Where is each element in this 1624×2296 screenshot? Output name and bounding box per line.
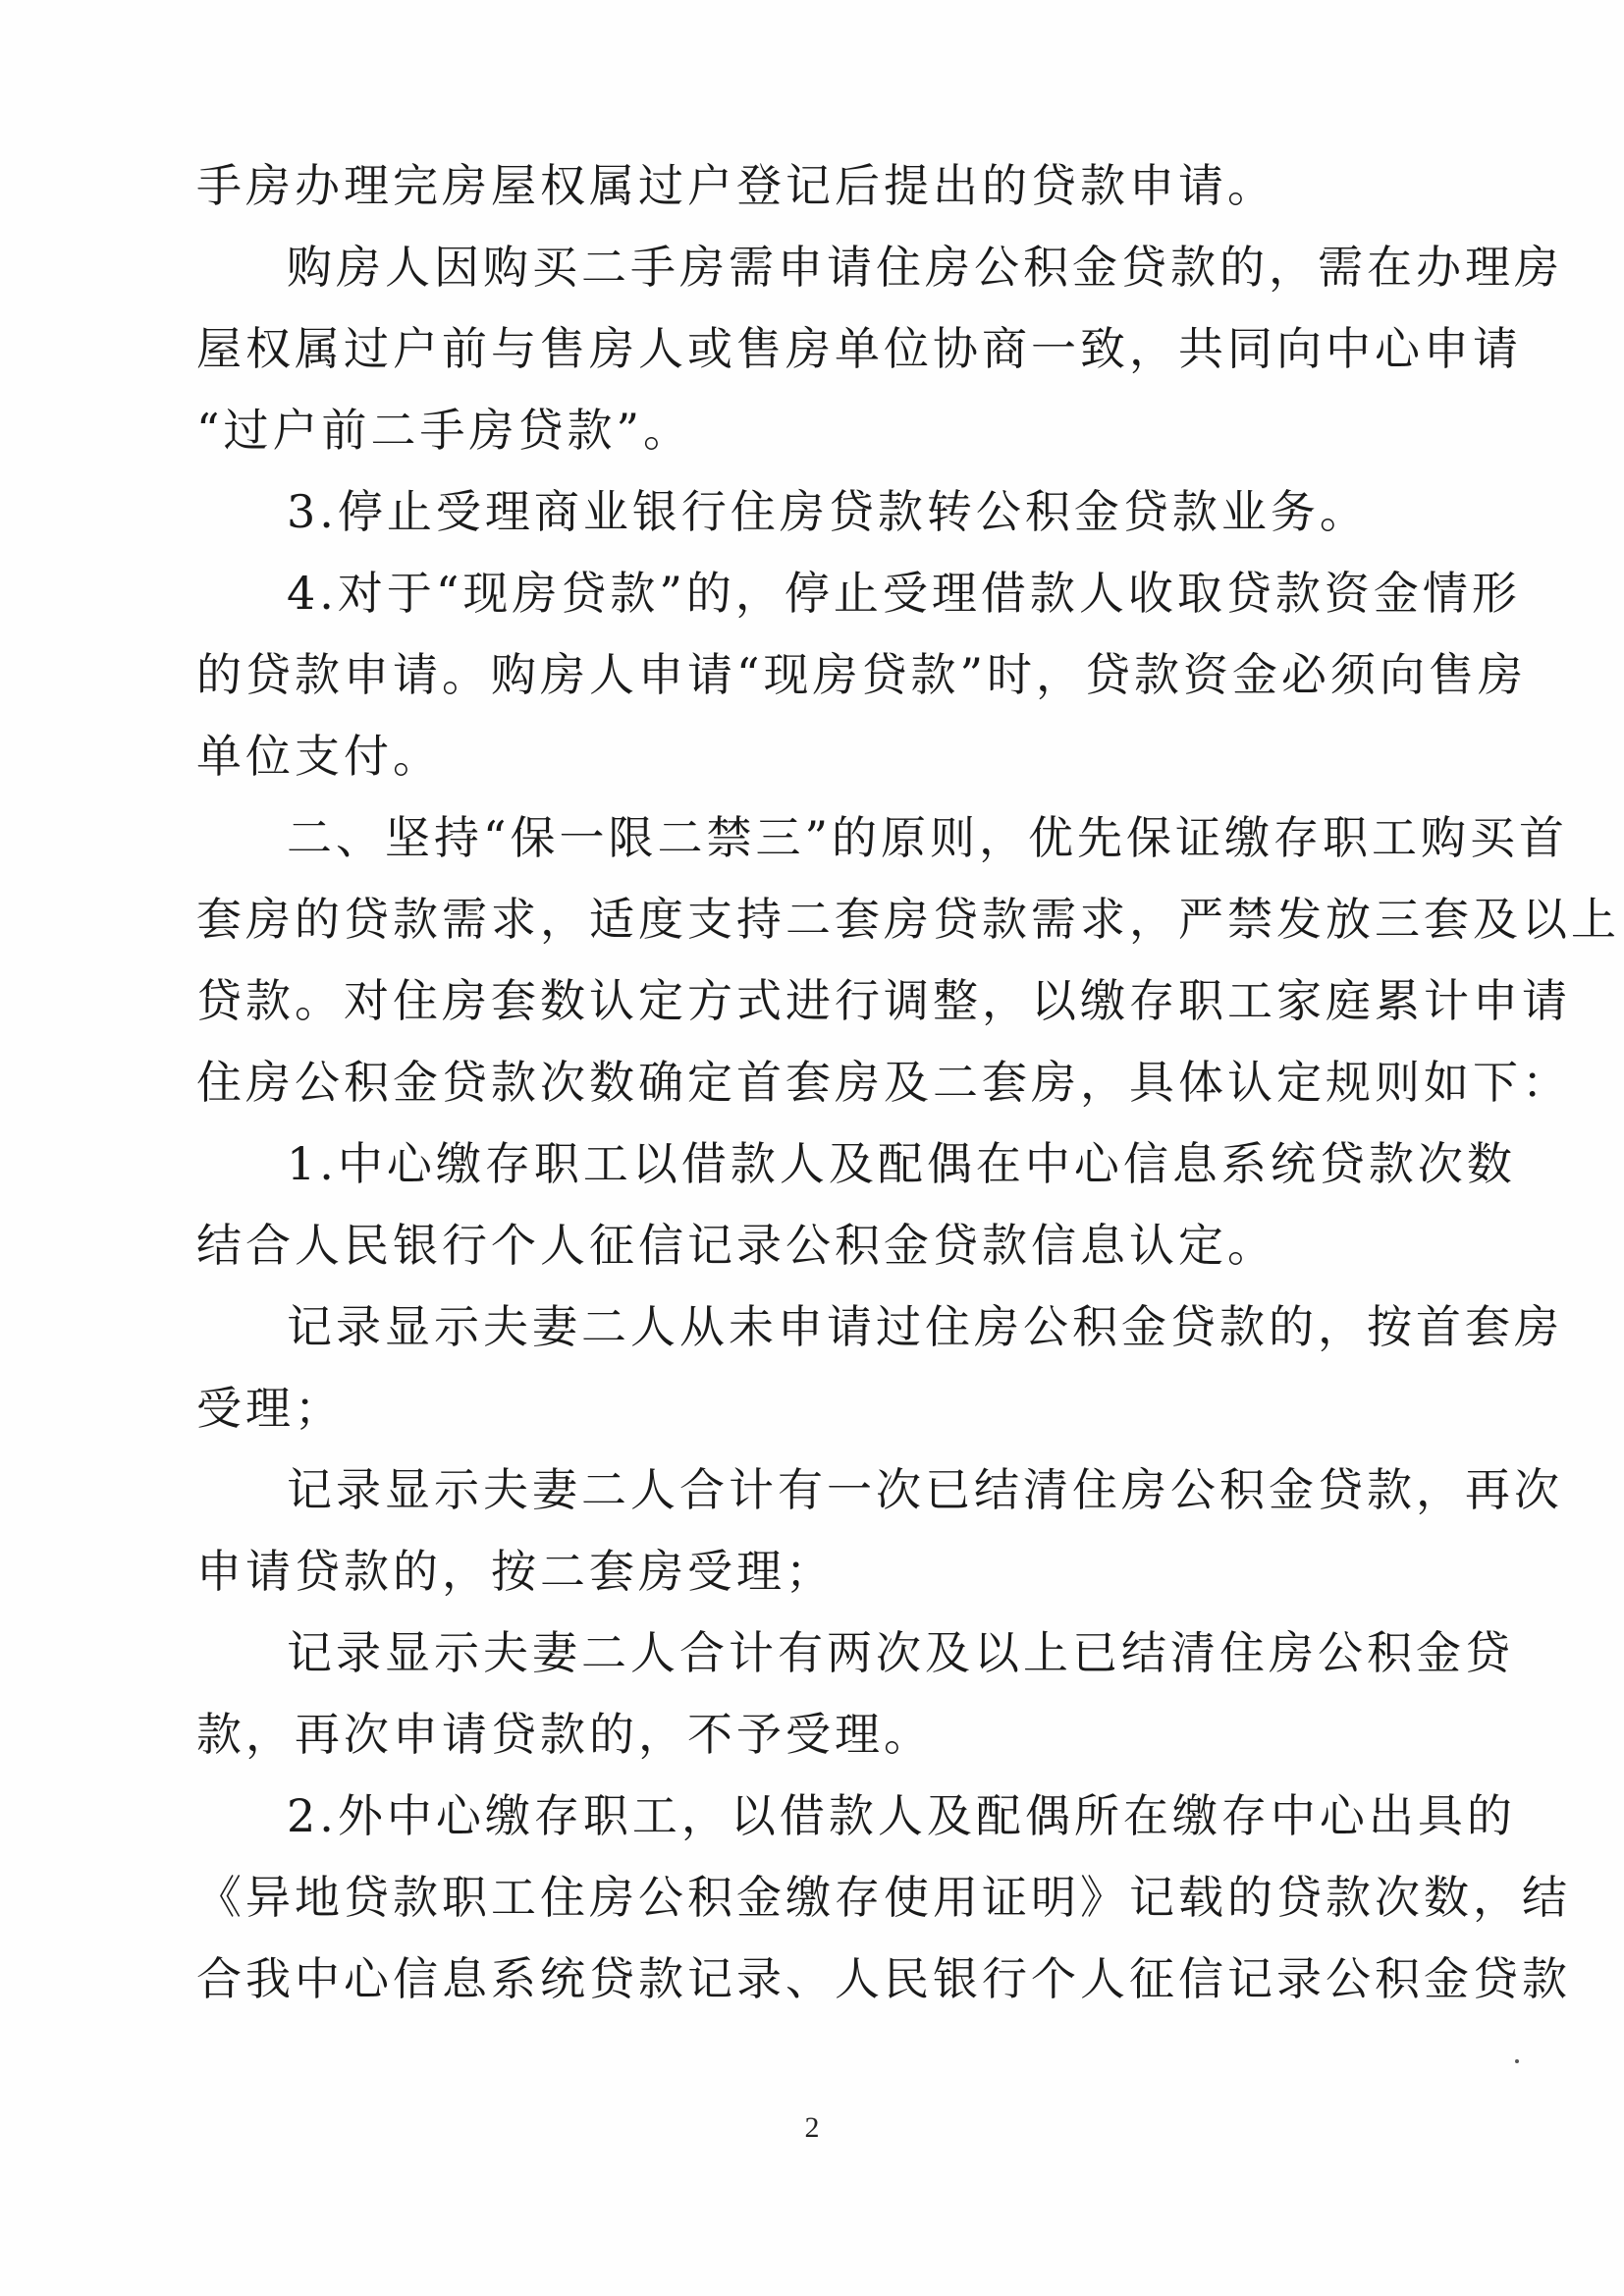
page-number: 2	[804, 2111, 820, 2144]
text-line: 款，再次申请贷款的，不予受理。	[196, 1708, 933, 1761]
body-text	[196, 145, 1620, 2020]
text-line: 《异地贷款职工住房公积金缴存使用证明》记载的贷款次数，结	[196, 1871, 1571, 1924]
text-line: “过户前二手房贷款”。	[196, 404, 693, 457]
text-line: 的贷款申请。购房人申请“现房贷款”时，贷款资金必须向售房	[196, 648, 1528, 701]
text-line: 住房公积金贷款次数确定首套房及二套房，具体认定规则如下：	[196, 1056, 1571, 1109]
text-line: 结合人民银行个人征信记录公积金贷款信息认定。	[196, 1219, 1276, 1272]
text-line: 贷款。对住房套数认定方式进行调整，以缴存职工家庭累计申请	[196, 974, 1571, 1027]
text-line: 1.中心缴存职工以借款人及配偶在中心信息系统贷款次数	[287, 1137, 1516, 1190]
text-line: 套房的贷款需求，适度支持二套房贷款需求，严禁发放三套及以上	[196, 893, 1620, 946]
text-line: 单位支付。	[196, 730, 442, 783]
text-line: 4.对于“现房贷款”的，停止受理借款人收取贷款资金情形	[287, 567, 1521, 620]
text-line: 记录显示夫妻二人从未申请过住房公积金贷款的，按首套房	[287, 1300, 1563, 1353]
text-line: 屋权属过户前与售房人或售房单位协商一致，共同向中心申请	[196, 322, 1522, 375]
text-line: 3.停止受理商业银行住房贷款转公积金贷款业务。	[287, 485, 1369, 538]
text-line: 购房人因购买二手房需申请住房公积金贷款的，需在办理房	[287, 241, 1563, 294]
text-line: 申请贷款的，按二套房受理；	[196, 1545, 835, 1598]
text-line: 受理；	[196, 1382, 344, 1435]
scan-artifact-dot	[1515, 2059, 1519, 2063]
text-line: 记录显示夫妻二人合计有一次已结清住房公积金贷款，再次	[287, 1463, 1563, 1516]
text-line: 手房办理完房屋权属过户登记后提出的贷款申请。	[196, 159, 1276, 212]
text-line: 合我中心信息系统贷款记录、人民银行个人征信记录公积金贷款	[196, 1952, 1571, 2005]
text-line: 二、坚持“保一限二禁三”的原则，优先保证缴存职工购买首	[287, 811, 1569, 864]
text-line: 2.外中心缴存职工，以借款人及配偶所在缴存中心出具的	[287, 1789, 1516, 1842]
text-line: 记录显示夫妻二人合计有两次及以上已结清住房公积金贷	[287, 1626, 1514, 1679]
